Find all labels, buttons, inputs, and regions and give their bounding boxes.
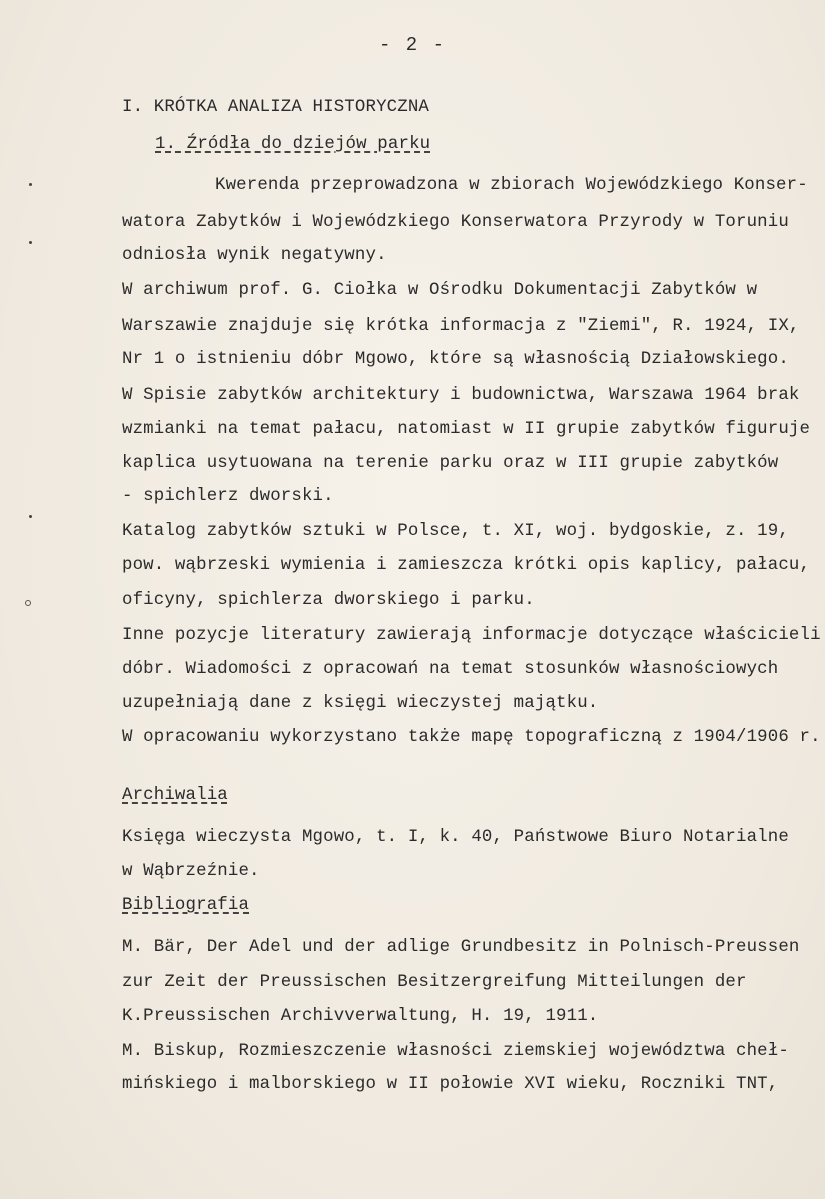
- body-line: Warszawie znajduje się krótka informacja z "Ziemi", R. 1924, IX,: [122, 317, 800, 336]
- archiwalia-line: Księga wieczysta Mgowo, t. I, k. 40, Państwowe Biuro Notarialne: [122, 828, 789, 847]
- body-line: Kwerenda przeprowadzona w zbiorach Wojewódzkiego Konser-: [215, 176, 808, 195]
- bibliografia-line: mińskiego i malborskiego w II połowie XVI wieku, Roczniki TNT,: [122, 1075, 779, 1094]
- body-line: wzmianki na temat pałacu, natomiast w II grupie zabytków figuruje: [122, 420, 811, 439]
- section-heading: I. KRÓTKA ANALIZA HISTORYCZNA: [122, 98, 429, 117]
- punch-mark: [29, 241, 32, 244]
- bibliografia-heading: Bibliografia: [122, 896, 250, 915]
- bibliografia-line: zur Zeit der Preussischen Besitzergreifung Mitteilungen der: [122, 973, 747, 992]
- body-line: Katalog zabytków sztuki w Polsce, t. XI, woj. bydgoskie, z. 19,: [122, 522, 789, 541]
- bibliografia-line: M. Biskup, Rozmieszczenie własności ziemskiej województwa cheł-: [122, 1042, 789, 1061]
- body-line: - spichlerz dworski.: [122, 487, 334, 506]
- archiwalia-line: w Wąbrzeźnie.: [122, 862, 260, 881]
- page-number: - 2 -: [378, 34, 446, 56]
- body-line: watora Zabytków i Wojewódzkiego Konserwatora Przyrody w Toruniu: [122, 213, 789, 232]
- body-line: Inne pozycje literatury zawierają informacje dotyczące właścicieli: [122, 626, 821, 645]
- punch-mark: [29, 515, 32, 518]
- punch-mark: [29, 183, 32, 186]
- body-line: W opracowaniu wykorzystano także mapę topograficzną z 1904/1906 r.: [122, 728, 821, 747]
- body-line: W Spisie zabytków architektury i budownictwa, Warszawa 1964 brak: [122, 386, 800, 405]
- body-line: pow. wąbrzeski wymienia i zamieszcza krótki opis kaplicy, pałacu,: [122, 556, 811, 575]
- body-line: dóbr. Wiadomości z opracowań na temat stosunków własnościowych: [122, 660, 779, 679]
- body-line: Nr 1 o istnieniu dóbr Mgowo, które są własnością Działowskiego.: [122, 350, 789, 369]
- body-line: oficyny, spichlerza dworskiego i parku.: [122, 591, 535, 610]
- subsection-heading: 1. Źródła do dziejów parku: [155, 135, 431, 154]
- bibliografia-line: K.Preussischen Archivverwaltung, H. 19, 1911.: [122, 1007, 599, 1026]
- body-line: W archiwum prof. G. Ciołka w Ośrodku Dokumentacji Zabytków w: [122, 281, 758, 300]
- archiwalia-heading: Archiwalia: [122, 786, 228, 805]
- body-line: kaplica usytuowana na terenie parku oraz w III grupie zabytków: [122, 454, 779, 473]
- body-line: odniosła wynik negatywny.: [122, 246, 387, 265]
- bibliografia-line: M. Bär, Der Adel und der adlige Grundbesitz in Polnisch-Preussen: [122, 938, 800, 957]
- body-line: uzupełniają dane z księgi wieczystej majątku.: [122, 694, 599, 713]
- punch-mark: [25, 600, 31, 606]
